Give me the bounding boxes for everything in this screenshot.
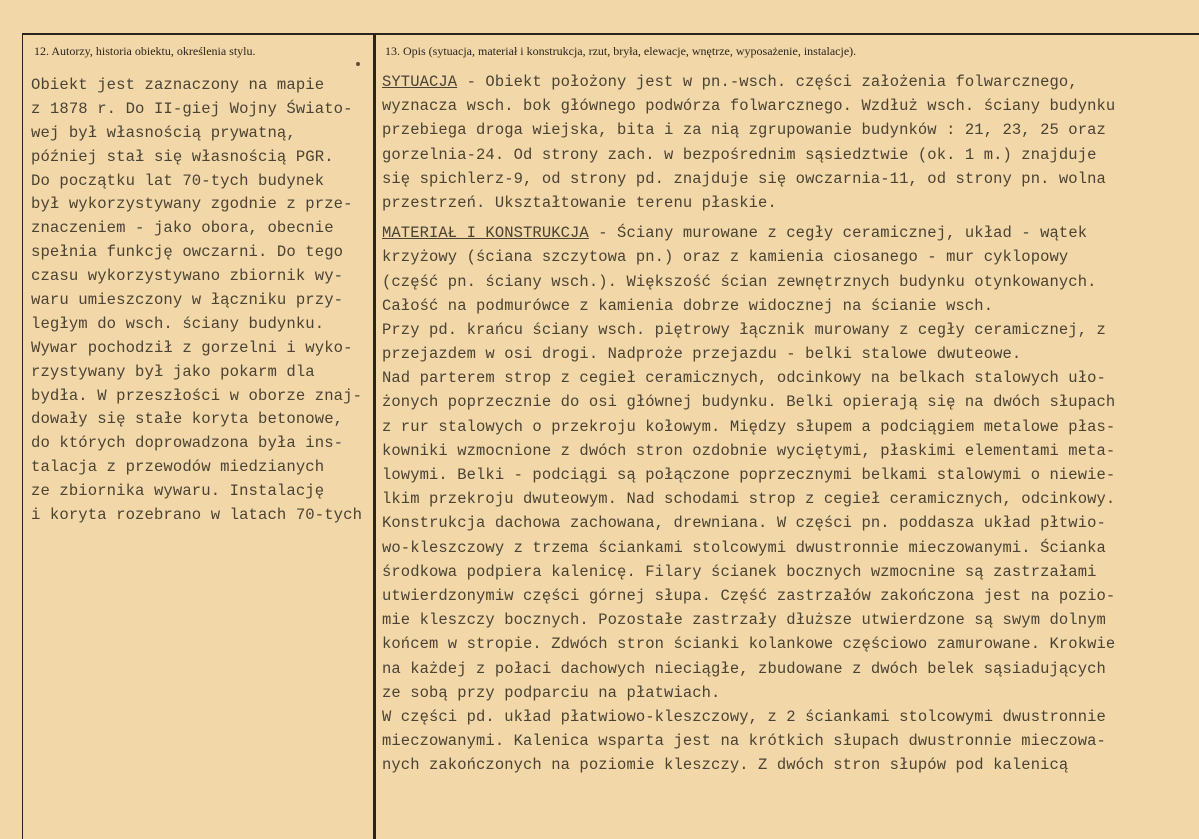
text-line: Przy pd. krańcu ściany wsch. piętrowy łącznik murowany z cegły ceramicznej, z xyxy=(382,320,1106,339)
text-line: do których doprowadzona była ins- xyxy=(31,434,344,453)
text-line: się spichlerz-9, od strony pd. znajduje się owczarnia-11, od strony pn. wolna xyxy=(382,169,1106,188)
text-line: W części pd. układ płatwiowo-kleszczowy, z 2 ściankami stolcowymi dwustronnie xyxy=(382,707,1106,726)
text-line: ze zbiornika wywaru. Instalację xyxy=(31,482,325,501)
left-border xyxy=(22,33,23,839)
text-line: spełnia funkcję owczarni. Do tego xyxy=(31,243,344,262)
text-line: bydła. W przeszłości w oborze znaj- xyxy=(31,386,363,405)
text-line: lkim przekroju dwuteowym. Nad schodami strop z cegieł ceramicznych, odcinkowy. xyxy=(382,490,1116,509)
description-column xyxy=(382,70,1197,777)
text-line: był wykorzystywany zgodnie z prze- xyxy=(31,195,353,214)
material-line: - Ściany murowane z cegły ceramicznej, układ - wątek xyxy=(588,224,1088,243)
text-line: rzystywany był jako pokarm dla xyxy=(31,362,315,381)
history-column xyxy=(31,74,371,528)
text-line: przejazdem w osi drogi. Nadproże przejazdu - belki stalowe dwuteowe. xyxy=(382,345,1022,364)
material-heading: MATERIAŁ I KONSTRUKCJA xyxy=(382,224,589,243)
text-line: (część pn. ściany wsch.). Większość ścian zewnętrznych budynku otynkowanych. xyxy=(382,272,1097,291)
text-line: dowały się stałe koryta betonowe, xyxy=(31,410,344,429)
text-line: Konstrukcja dachowa zachowana, drewniana. W części pn. poddasza układ płtwio- xyxy=(382,514,1106,533)
text-line: wyznacza wsch. bok głównego podwórza folwarcznego. Wzdłuż wsch. ściany budynku xyxy=(382,97,1116,116)
text-line: czasu wykorzystywano zbiornik wy- xyxy=(31,267,344,286)
text-line: później stał się własnością PGR. xyxy=(31,147,334,166)
header-description: 13. Opis (sytuacja, materiał i konstrukcja, rzut, bryła, elewacje, wnętrze, wyposażenie, instalacje). xyxy=(385,44,857,58)
text-line: ze sobą przy podparciu na płatwiach. xyxy=(382,683,721,702)
text-line: z 1878 r. Do II-giej Wojny Świato- xyxy=(31,99,353,118)
text-line: lowymi. Belki - podciągi są połączone poprzecznymi belkami stalowymi o niewie- xyxy=(382,466,1116,484)
text-line: środkowa podpiera kalenicę. Filary ścianek bocznych wzmocnine są zastrzałami xyxy=(382,562,1097,581)
text-line: Do początku lat 70-tych budynek xyxy=(31,171,325,190)
top-rule xyxy=(22,33,1199,35)
material-text xyxy=(382,245,1197,777)
ink-dot xyxy=(356,62,360,66)
text-line: Całość na podmurówce z kamienia dobrze widocznej na ścianie wsch. xyxy=(382,296,994,315)
text-line: na każdej z połaci dachowych nieciągłe, zbudowane z dwóch belek sąsiadujących xyxy=(382,659,1106,678)
text-line: wej był własnością prywatną, xyxy=(31,123,296,142)
text-line: kowniki wzmocnione z dwóch stron ozdobnie wyciętymi, płaskimi elementami meta- xyxy=(382,441,1116,460)
text-line: przebiega droga wiejska, bita i za nią zgrupowanie budynków : 21, 23, 25 oraz xyxy=(382,121,1106,140)
situation-line: - Obiekt położony jest w pn.-wsch. części założenia folwarcznego, xyxy=(457,73,1078,91)
text-line: krzyżowy (ściana szczytowa pn.) oraz z kamienia ciosanego - mur cyklopowy xyxy=(382,248,1069,267)
text-line: waru umieszczony w łączniku przy- xyxy=(31,291,344,310)
text-line: ległym do wsch. ściany budynku. xyxy=(31,314,325,333)
text-line: gorzelnia-24. Od strony zach. w bezpośrednim sąsiedztwie (ok. 1 m.) znajduje xyxy=(382,145,1097,164)
text-line: wo-kleszczowy z trzema ściankami stolcowymi dwustronnie mieczowanymi. Ścianka xyxy=(382,538,1106,557)
text-line: mie kleszczy bocznych. Pozostałe zastrzały dłuższe utwierdzone są swym dolnym xyxy=(382,611,1106,630)
column-divider xyxy=(373,33,376,839)
text-line: znaczeniem - jako obora, obecnie xyxy=(31,219,334,238)
text-line: utwierdzonymiw części górnej słupa. Część zastrzałów zakończona jest na pozio- xyxy=(382,586,1116,605)
text-line: talacja z przewodów miedzianych xyxy=(31,458,325,477)
situation-first-line xyxy=(382,70,1197,94)
header-authors-history: 12. Autorzy, historia obiektu, określenia stylu. xyxy=(34,44,256,58)
text-line: żonych poprzecznie do osi głównej budynku. Belki opierają się na dwóch słupach xyxy=(382,393,1116,412)
text-line: Obiekt jest zaznaczony na mapie xyxy=(31,76,325,94)
text-line: mieczowanymi. Kalenica wsparta jest na krótkich słupach dwustronnie mieczowa- xyxy=(382,732,1106,751)
text-line: przestrzeń. Ukształtowanie terenu płaskie. xyxy=(382,193,777,212)
situation-text xyxy=(382,94,1197,215)
text-line: z rur stalowych o przekroju kołowym. Między słupem a podciągiem metalowe płas- xyxy=(382,417,1116,436)
text-line: nych zakończonych na poziomie kleszczy. Z dwóch stron słupów pod kalenicą xyxy=(382,756,1069,775)
text-line: Nad parterem strop z cegieł ceramicznych, odcinkowy na belkach stalowych uło- xyxy=(382,369,1106,388)
situation-heading: SYTUACJA xyxy=(382,73,458,91)
text-line: końcem w stropie. Zdwóch stron ścianki kolankowe częściowo zamurowane. Krokwie xyxy=(382,635,1116,654)
material-first-line xyxy=(382,221,1197,245)
text-line: i koryta rozebrano w latach 70-tych xyxy=(31,506,363,525)
text-line: Wywar pochodził z gorzelni i wyko- xyxy=(31,338,353,357)
